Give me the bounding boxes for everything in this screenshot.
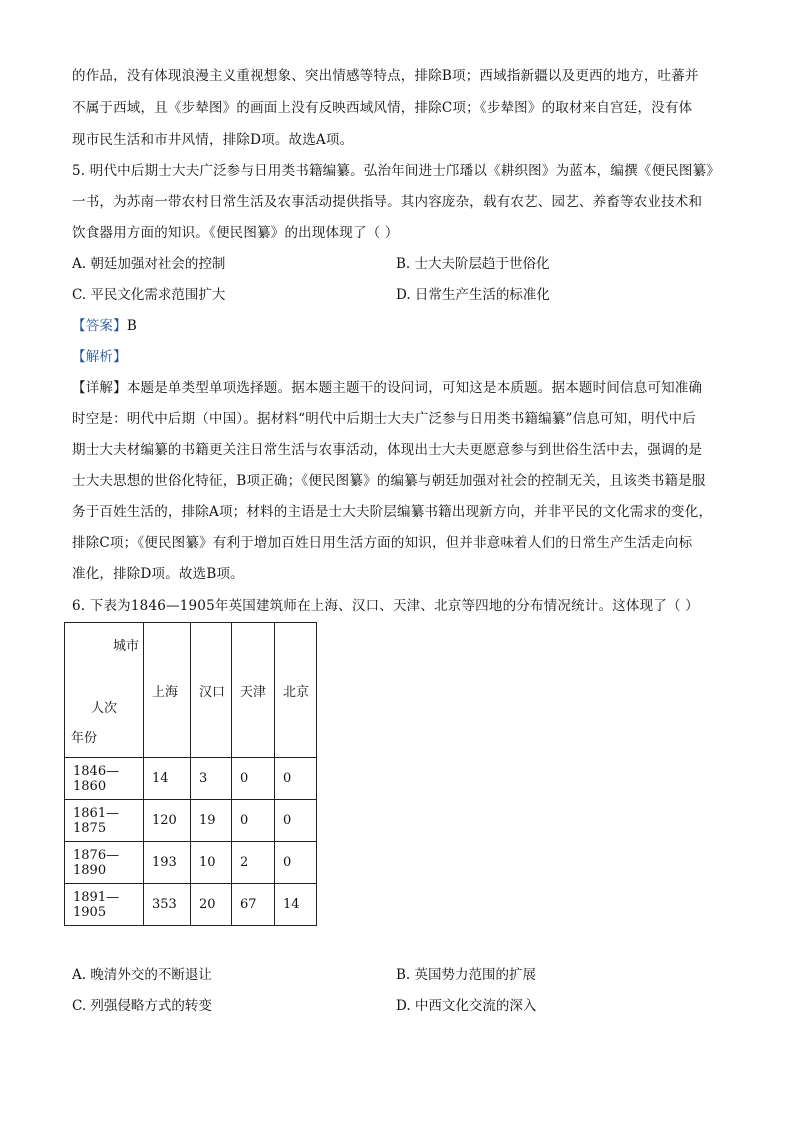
- value-cell: 20: [191, 884, 232, 926]
- q5-analysis-label: [72, 347, 127, 367]
- q5-stem-line: 饮食器用方面的知识。《便民图纂》的出现体现了（ ）: [72, 225, 399, 241]
- column-header: 上海: [144, 623, 191, 758]
- table-row: [65, 884, 317, 926]
- q5-detail-line: 时空是：明代中后期（中国）。据材料“明代中后期士大夫广泛参与日用类书籍编纂”信息可知，明代中后: [72, 411, 696, 427]
- architect-distribution-table: [64, 622, 317, 926]
- q6-option-b: B. 英国势力范围的扩展: [396, 967, 537, 983]
- value-cell: 0: [275, 758, 317, 800]
- q5-option-a: A. 朝廷加强对社会的控制: [72, 256, 226, 272]
- period-cell: 1846—1860: [65, 758, 144, 800]
- corner-label-year: 年份: [71, 731, 98, 746]
- q5-option-d: D. 日常生产生活的标准化: [396, 287, 550, 303]
- detail-text: 本题是单类型单项选择题。据本题主题干的设问词，可知这是本质题。据本题时间信息可知准确: [126, 380, 703, 396]
- intro-line: 的作品，没有体现浪漫主义重视想象、突出情感等特点，排除B项；西域指新疆以及更西的地方，吐蕃并: [72, 68, 699, 84]
- q5-detail-line: 士大夫思想的世俗化特征，B项正确；《便民图纂》的编纂与朝廷加强对社会的控制无关，且该类书籍是服: [72, 473, 706, 489]
- corner-label-city: 城市: [113, 639, 140, 654]
- value-cell: 0: [275, 842, 317, 884]
- period-cell: 1876—1890: [65, 842, 144, 884]
- value-cell: 120: [144, 800, 191, 842]
- value-cell: 14: [144, 758, 191, 800]
- value-cell: 353: [144, 884, 191, 926]
- value-cell: 67: [232, 884, 275, 926]
- column-header: 天津: [232, 623, 275, 758]
- q6-option-a: A. 晚清外交的不断退让: [72, 967, 212, 983]
- period-cell: 1861—1875: [65, 800, 144, 842]
- q5-detail-line: 准化，排除D项。故选B项。: [72, 566, 244, 582]
- value-cell: 0: [275, 800, 317, 842]
- analysis-label: 【解析】: [72, 349, 127, 365]
- q5-option-c: C. 平民文化需求范围扩大: [72, 287, 226, 303]
- value-cell: 3: [191, 758, 232, 800]
- q5-detail-line: 期士大夫材编纂的书籍更关注日常生活与农事活动，体现出士大夫更愿意参与到世俗生活中去，强调的是: [72, 442, 703, 458]
- value-cell: 0: [232, 758, 275, 800]
- table-row: [65, 758, 317, 800]
- q5-answer: [72, 316, 137, 336]
- value-cell: 19: [191, 800, 232, 842]
- q5-detail-line: 务于百姓生活的，排除A项；材料的主语是士大夫阶层编纂书籍出现新方向，并非平民的文化需求的变化，: [72, 504, 713, 520]
- q6-stem: 6. 下表为1846—1905年英国建筑师在上海、汉口、天津、北京等四地的分布情况统计。这体现了（ ）: [72, 598, 699, 614]
- table-corner-cell: [65, 623, 144, 758]
- column-header: 北京: [275, 623, 317, 758]
- corner-label-count: 人次: [91, 701, 118, 716]
- answer-value: B: [126, 318, 137, 334]
- table-row: [65, 800, 317, 842]
- q5-detail-line: [72, 378, 702, 398]
- detail-label: 【详解】: [72, 380, 127, 396]
- q5-detail-line: 排除C项；《便民图纂》有利于增加百姓日用生活方面的知识，但并非意味着人们的日常生产生活走向标: [72, 535, 693, 551]
- value-cell: 10: [191, 842, 232, 884]
- intro-line: 现市民生活和市井风情，排除D项。故选A项。: [72, 132, 354, 148]
- table-row: [65, 842, 317, 884]
- value-cell: 193: [144, 842, 191, 884]
- q5-stem-line: 一书，为苏南一带农村日常生活及农事活动提供指导。其内容庞杂，载有农艺、园艺、养畜等农业技术和: [72, 194, 703, 210]
- column-header: 汉口: [191, 623, 232, 758]
- q6-option-d: D. 中西文化交流的深入: [396, 998, 537, 1014]
- q5-option-b: B. 士大夫阶层趋于世俗化: [396, 256, 550, 272]
- q6-option-c: C. 列强侵略方式的转变: [72, 998, 212, 1014]
- value-cell: 0: [232, 800, 275, 842]
- intro-line: 不属于西域，且《步辇图》的画面上没有反映西域风情，排除C项；《步辇图》的取材来自宫廷，没有体: [72, 100, 693, 116]
- value-cell: 14: [275, 884, 317, 926]
- period-cell: 1891—1905: [65, 884, 144, 926]
- q5-stem-line: 5. 明代中后期士大夫广泛参与日用类书籍编纂。弘治年间进士邝璠以《耕织图》为蓝本，编撰《便民图纂》: [72, 163, 720, 179]
- answer-label: 【答案】: [72, 318, 127, 334]
- value-cell: 2: [232, 842, 275, 884]
- table-header-row: [65, 623, 317, 758]
